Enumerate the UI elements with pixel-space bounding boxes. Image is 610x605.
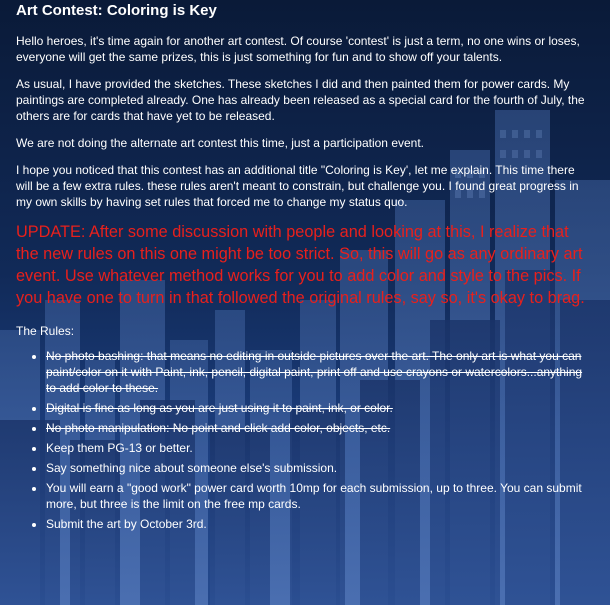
intro-paragraph: Hello heroes, it's time again for another art contest. Of course 'contest' is just a term, no one wins or loses, everyone will get the same prizes, this is just something for fun and to show off your talents. (16, 34, 580, 64)
sketches-paragraph: As usual, I have provided the sketches. These sketches I did and then painted them for power cards. My paintings are completed already. One has already been released as a special card for the fourth of July, the others are for cards that have yet to be released. (16, 77, 585, 123)
rule-item: • Digital is fine as long as you are just using it to paint, ink, or color. (46, 400, 594, 416)
post-title: Art Contest: Coloring is Key (16, 2, 217, 19)
rule-item: • No photo manipulation: No point and click add color, objects, etc. (46, 420, 594, 436)
coloring-key-paragraph: I hope you noticed that this contest has an additional title "Coloring is Key', let me explain. This time there will be a few extra rules. these rules aren't meant to constrain, but challenge you. I found great progress in my own skills by having set rules that forced me to change my status quo. (16, 163, 579, 209)
rule-item: • Keep them PG-13 or better. (46, 440, 594, 456)
update-notice: UPDATE: After some discussion with people and looking at this, I realize that the new rules on this one might be too strict. So, this will go as any ordinary art event. Use whatever method works for you to add color and style to the pics. If you have one to turn in that followed the original rules, say so, it's okay to brag. (16, 223, 585, 307)
participation-paragraph: We are not doing the alternate art contest this time, just a participation event. (16, 136, 425, 150)
rule-item: • You will earn a "good work" power card worth 10mp for each submission, up to three. You can submit more, but three is the limit on the free mp cards. (46, 480, 594, 512)
rule-item: • Say something nice about someone else's submission. (46, 460, 594, 476)
rule-item: • No photo bashing: that means no editing in outside pictures over the art. The only art is what you can paint/color on it with Paint, ink, pencil, digital paint, print off and use crayons or watercolors...anything to add color to these. (46, 348, 594, 396)
rules-list (16, 348, 594, 532)
rule-item: • Submit the art by October 3rd. (46, 516, 594, 532)
rules-heading: The Rules: (16, 324, 75, 338)
